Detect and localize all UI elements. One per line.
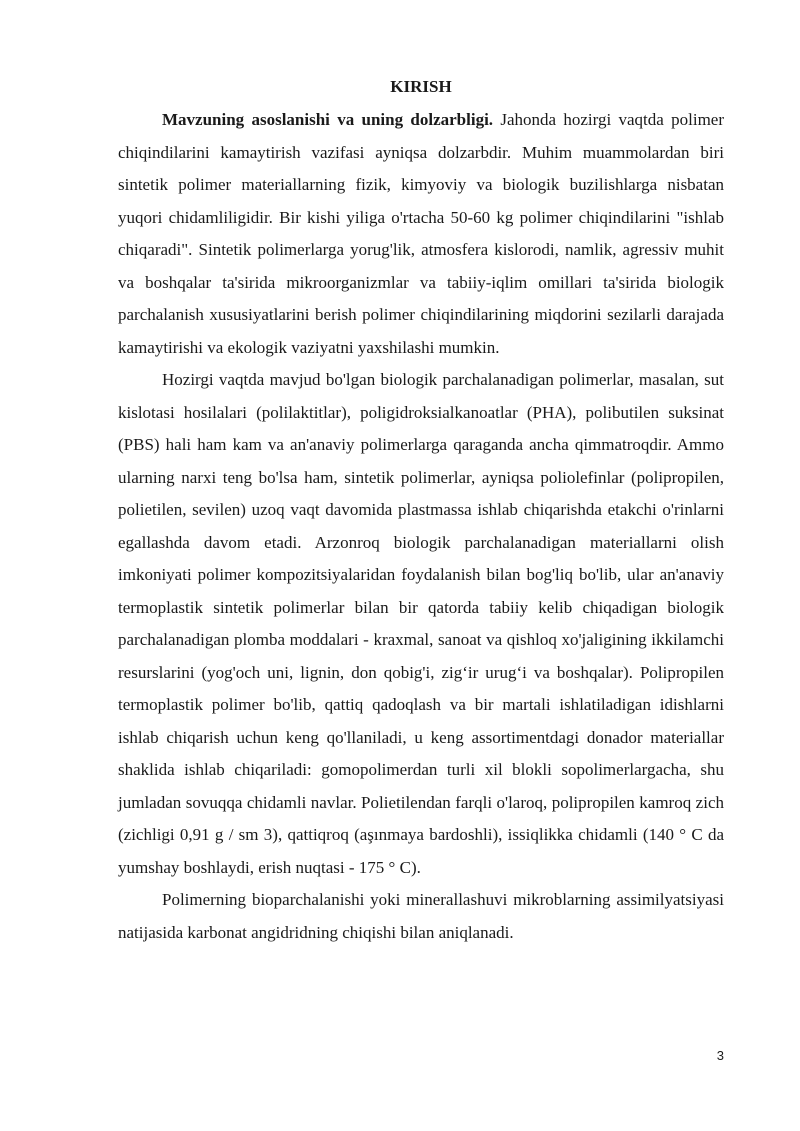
- paragraph-relevance: [118, 104, 724, 364]
- page-title: KIRISH: [390, 77, 452, 96]
- paragraph-biodegradable-polymers: Hozirgi vaqtda mavjud bo'lgan biologik parchalanadigan polimerlar, masalan, sut kislotasi hosilalari (polilaktitlar), poligidroksialkanoatlar (PHA), polibutilen suksinat (PBS) hali ham kam va an'anaviy polimerlarga qaraganda ancha qimmatroqdir. Ammo ularning narxi teng bo'lsa ham, sintetik polimerlar, ayniqsa poliolefinlar (polipropilen, polietilen, sevilen) uzoq vaqt davomida plastmassa ishlab chiqarishda etakchi o'rinlarni egallashda davom etadi. Arzonroq biologik parchalanadigan materiallarni olish imkoniyati polimer kompozitsiyalaridan foydalanish bilan bog'liq bo'lib, ular an'anaviy termoplastik sintetik polimerlar bilan bir qatorda tabiiy kelib chiqadigan biologik parchalanadigan plomba moddalari - kraxmal, sanoat va qishloq xo'jaligining ikkilamchi resurslarini (yog'och uni, lignin, don qobig'i, zig‘ir urug‘i va boshqalar). Polipropilen termoplastik polimer bo'lib, qattiq qadoqlash va bir martali ishlatiladigan idishlarni ishlab chiqarish uchun keng qo'llaniladi, u keng assortimentdagi donador materiallar shaklida ishlab chiqariladi: gomopolimerdan turli xil blokli sopolimerlargacha, shu jumladan sovuqqa chidamli navlar. Polietilendan farqli o'laroq, polipropilen kamroq zich (zichligi 0,91 g / sm 3), qattiqroq (aşınmaya bardoshli), issiqlikka chidamli (140 ° C da yumshay boshlaydi, erish nuqtasi - 175 ° C).: [118, 370, 724, 877]
- paragraph-text: Jahonda hozirgi vaqtda polimer chiqindilarini kamaytirish vazifasi ayniqsa dolzarbdir. Muhim muammolardan biri sintetik polimer materiallarning fizik, kimyoviy va biologik buzilishlarga nisbatan yuqori chidamliligidir. Bir kishi yiliga o'rtacha 50-60 kg polimer chiqindilarini "ishlab chiqaradi". Sintetik polimerlarga yorug'lik, atmosfera kislorodi, namlik, agressiv muhit va boshqalar ta'sirida mikroorganizmlar va tabiiy-iqlim omillari ta'sirida biologik parchalanish xususiyatlarini berish polimer chiqindilarining miqdorini sezilarli darajada kamaytirishi va ekologik vaziyatni yaxshilashi mumkin.: [118, 110, 724, 357]
- page-number: 3: [716, 1048, 724, 1063]
- page-body: [118, 76, 724, 949]
- paragraph-biodegradation: Polimerning bioparchalanishi yoki minerallashuvi mikroblarning assimilyatsiyasi natijasida karbonat angidridning chiqishi bilan aniqlanadi.: [118, 890, 724, 942]
- paragraph-lead-heading: Mavzuning asoslanishi va uning dolzarbligi.: [162, 110, 494, 129]
